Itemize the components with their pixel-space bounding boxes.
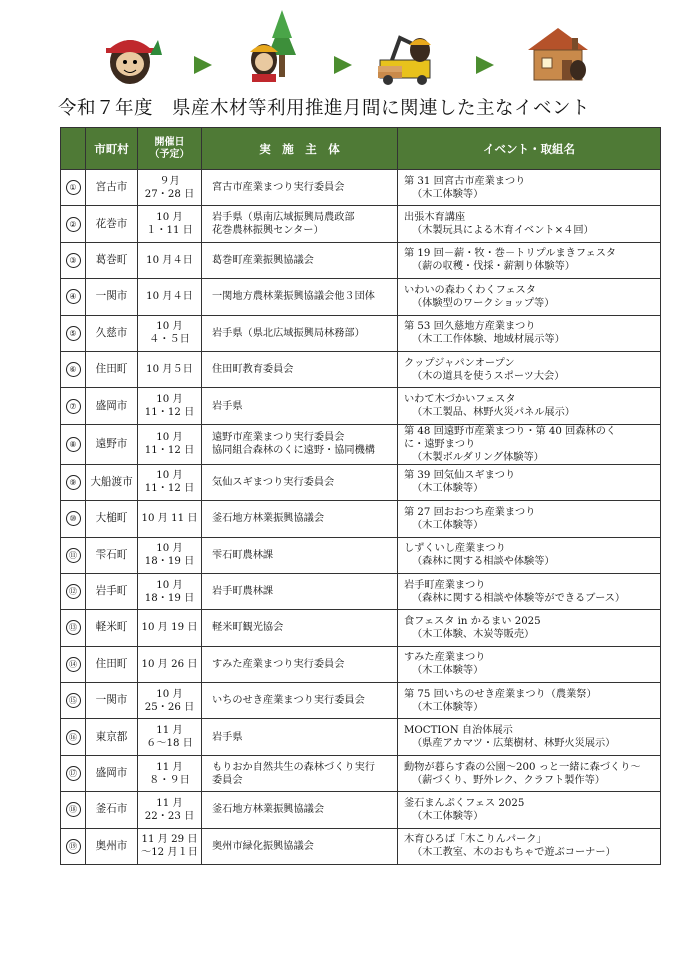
table-row — [61, 170, 661, 206]
event-name: しずくいし産業まつり — [404, 543, 506, 555]
date-line1: 10 月 — [156, 688, 183, 700]
row-number: ⑥ — [66, 362, 81, 377]
header-municipality: 市町村 — [86, 128, 138, 170]
date-cell — [138, 351, 202, 387]
date-line1: 10 月 11 日 — [141, 513, 198, 525]
municipality-cell: 東京都 — [86, 719, 138, 755]
event-detail: （木製玩具による木育イベント×４回） — [412, 225, 594, 237]
table-row — [61, 279, 661, 315]
table-row — [61, 755, 661, 791]
date-line2: １・11 日 — [146, 225, 193, 237]
date-cell — [138, 610, 202, 646]
date-cell — [138, 792, 202, 828]
event-cell — [398, 351, 661, 387]
row-number-cell — [61, 170, 86, 206]
organizer-cell — [202, 388, 398, 424]
organizer-cell — [202, 828, 398, 864]
event-name: すみた産業まつり — [404, 652, 486, 664]
organizer-line1: いちのせき産業まつり実行委員会 — [212, 695, 365, 707]
row-number: ⑭ — [66, 657, 81, 672]
mascot-icon — [106, 40, 162, 84]
events-table — [60, 127, 661, 865]
event-name: 第 53 回久慈地方産業まつり — [404, 321, 536, 333]
organizer-cell — [202, 719, 398, 755]
row-number-cell — [61, 242, 86, 278]
event-detail: （木工体験等） — [412, 665, 484, 677]
row-number-cell — [61, 683, 86, 719]
event-detail: （木工体験等） — [412, 188, 484, 200]
row-number: ⑫ — [66, 584, 81, 599]
table-row — [61, 573, 661, 609]
event-detail: （木工製品、林野火災パネル展示） — [412, 407, 575, 419]
event-cell — [398, 537, 661, 573]
event-name: 動物が暮らす森の公園～200 っと一緒に森づくり～ — [404, 761, 641, 773]
date-line2: 11・12 日 — [144, 407, 195, 419]
table-row — [61, 424, 661, 464]
row-number: ④ — [66, 289, 81, 304]
event-detail: （森林に関する相談や体験等ができるブース） — [412, 592, 626, 604]
municipality-cell: 葛巻町 — [86, 242, 138, 278]
municipality-cell: 遠野市 — [86, 424, 138, 464]
table-body — [61, 170, 661, 865]
event-name: クップジャパンオープン — [404, 357, 515, 369]
date-line1: 11 月 — [156, 725, 183, 737]
date-cell — [138, 206, 202, 242]
date-cell — [138, 279, 202, 315]
organizer-line1: 岩手県（県南広域振興局農政部 — [212, 212, 355, 224]
event-cell — [398, 279, 661, 315]
organizer-line1: 一関地方農林業振興協議会他３団体 — [212, 291, 375, 303]
date-line1: 10 月 26 日 — [141, 658, 198, 670]
organizer-line1: もりおか自然共生の森林づくり実行 — [212, 761, 375, 773]
row-number-cell — [61, 828, 86, 864]
municipality-cell: 宮古市 — [86, 170, 138, 206]
event-name: 木育ひろば「木こりんパーク」 — [404, 834, 547, 846]
date-line1: 10 月 — [156, 579, 183, 591]
event-detail: （薪の収穫・伐採・薪割り体験等） — [412, 261, 575, 273]
event-name: 第 75 回いちのせき産業まつり（農業祭） — [404, 688, 597, 700]
table-row — [61, 388, 661, 424]
organizer-line1: 岩手県 — [212, 731, 243, 743]
organizer-line1: 軽米町観光協会 — [212, 622, 284, 634]
organizer-cell — [202, 464, 398, 500]
event-detail: （森林に関する相談や体験等） — [412, 556, 555, 568]
event-name: MOCTION 自治体展示 — [404, 725, 513, 737]
event-cell — [398, 646, 661, 682]
organizer-cell — [202, 315, 398, 351]
header-organizer: 実 施 主 体 — [202, 128, 398, 170]
row-number-cell — [61, 719, 86, 755]
date-cell — [138, 464, 202, 500]
event-detail: （木工教室、木のおもちゃで遊ぶコーナー） — [412, 847, 616, 859]
date-line1: 11 月 — [156, 761, 183, 773]
event-cell — [398, 719, 661, 755]
row-number: ⑲ — [66, 839, 81, 854]
organizer-line1: 釜石地方林業振興協議会 — [212, 804, 325, 816]
event-detail: （木工体験等） — [412, 810, 484, 822]
event-name: 第 48 回遠野市産業まつり・第 40 回森林のく — [404, 425, 617, 437]
header-number — [61, 128, 86, 170]
event-detail: （木の道具を使うスポーツ大会） — [412, 370, 565, 382]
date-cell — [138, 315, 202, 351]
date-line1: 10 月 — [156, 470, 183, 482]
row-number-cell — [61, 646, 86, 682]
event-name: いわて木づかいフェスタ — [404, 394, 516, 406]
row-number: ⑱ — [66, 802, 81, 817]
organizer-line1: 奥州市緑化振興協議会 — [212, 840, 314, 852]
event-cell — [398, 501, 661, 537]
organizer-cell — [202, 242, 398, 278]
row-number: ② — [66, 217, 81, 232]
organizer-cell — [202, 683, 398, 719]
municipality-cell: 一関市 — [86, 279, 138, 315]
municipality-cell: 奥州市 — [86, 828, 138, 864]
page-title: 令和７年度 県産木材等利用推進月間に関連した主なイベント — [58, 98, 591, 119]
organizer-cell — [202, 279, 398, 315]
date-line1: 11 月 — [156, 797, 183, 809]
row-number-cell — [61, 755, 86, 791]
event-cell — [398, 206, 661, 242]
organizer-cell — [202, 351, 398, 387]
row-number: ① — [66, 180, 81, 195]
municipality-cell: 軽米町 — [86, 610, 138, 646]
table-row — [61, 828, 661, 864]
row-number: ⑬ — [66, 620, 81, 635]
row-number-cell — [61, 501, 86, 537]
event-cell — [398, 828, 661, 864]
event-name: 食フェスタ in かるまい 2025 — [404, 615, 541, 627]
row-number-cell — [61, 610, 86, 646]
row-number: ⑪ — [66, 548, 81, 563]
organizer-cell — [202, 424, 398, 464]
organizer-line2: 協同組合森林のくに遠野・協同機構 — [212, 445, 375, 457]
row-number-cell — [61, 279, 86, 315]
organizer-cell — [202, 573, 398, 609]
row-number-cell — [61, 464, 86, 500]
table-row — [61, 206, 661, 242]
organizer-cell — [202, 206, 398, 242]
organizer-line1: 宮古市産業まつり実行委員会 — [212, 182, 345, 194]
date-cell — [138, 719, 202, 755]
event-cell — [398, 683, 661, 719]
date-line1: 10 月４日 — [146, 254, 193, 266]
date-line1: 10 月 — [156, 394, 183, 406]
date-cell — [138, 537, 202, 573]
organizer-cell — [202, 610, 398, 646]
organizer-line1: 岩手町農林課 — [212, 586, 274, 598]
date-line2: ～12 月１日 — [141, 847, 198, 859]
header-event: イベント・取組名 — [398, 128, 661, 170]
row-number: ⑰ — [66, 766, 81, 781]
arrow-right-icon — [194, 56, 212, 74]
date-cell — [138, 828, 202, 864]
table-header-row — [61, 128, 661, 170]
date-line1: 10 月 — [156, 321, 183, 333]
table-row — [61, 792, 661, 828]
event-name: 第 19 回－薪・牧・巻－トリプルまきフェスタ — [404, 248, 617, 260]
event-name: 第 31 回宮古市産業まつり — [404, 175, 526, 187]
date-line2: 27・28 日 — [144, 188, 195, 200]
date-line2: 11・12 日 — [144, 483, 195, 495]
date-cell — [138, 388, 202, 424]
row-number: ⑤ — [66, 326, 81, 341]
row-number-cell — [61, 424, 86, 464]
organizer-line1: 気仙スギまつり実行委員会 — [212, 476, 335, 488]
table-row — [61, 464, 661, 500]
event-cell — [398, 792, 661, 828]
municipality-cell: 岩手町 — [86, 573, 138, 609]
event-detail: （木工体験等） — [412, 483, 484, 495]
municipality-cell: 一関市 — [86, 683, 138, 719]
date-line2: ４・５日 — [149, 334, 190, 346]
organizer-line1: 雫石町農林課 — [212, 549, 274, 561]
organizer-line1: すみた産業まつり実行委員会 — [212, 658, 345, 670]
header-date-line2: （予定） — [149, 148, 190, 160]
organizer-line1: 葛巻町産業振興協議会 — [212, 254, 314, 266]
row-number: ⑩ — [66, 511, 81, 526]
organizer-cell — [202, 170, 398, 206]
date-line2: 18・19 日 — [144, 556, 195, 568]
event-detail: （木工体験等） — [412, 701, 484, 713]
organizer-cell — [202, 646, 398, 682]
row-number-cell — [61, 388, 86, 424]
table-row — [61, 646, 661, 682]
municipality-cell: 大槌町 — [86, 501, 138, 537]
date-line1: 10 月５日 — [146, 364, 193, 376]
date-line2: ６～18 日 — [146, 738, 193, 750]
event-name: 第 27 回おおつち産業まつり — [404, 506, 536, 518]
event-detail: （木工体験、木炭等販売） — [412, 628, 535, 640]
event-name: 出張木育講座 — [404, 212, 466, 224]
date-line2: 22・23 日 — [144, 810, 195, 822]
date-cell — [138, 573, 202, 609]
date-line2: ８・９日 — [149, 774, 190, 786]
table-row — [61, 315, 661, 351]
organizer-cell — [202, 755, 398, 791]
municipality-cell: 雫石町 — [86, 537, 138, 573]
row-number: ⑦ — [66, 399, 81, 414]
event-detail: （薪づくり、野外レク、クラフト製作等） — [412, 774, 605, 786]
event-cell — [398, 242, 661, 278]
arrow-right-icon — [476, 56, 494, 74]
event-name-cont: に・遠野まつり — [404, 438, 476, 450]
organizer-line1: 岩手県（県北広域振興局林務部） — [212, 327, 365, 339]
organizer-line1: 遠野市産業まつり実行委員会 — [212, 432, 345, 444]
event-cell — [398, 573, 661, 609]
table-row — [61, 610, 661, 646]
event-cell — [398, 755, 661, 791]
date-line2: 25・26 日 — [144, 701, 195, 713]
municipality-cell: 住田町 — [86, 646, 138, 682]
organizer-cell — [202, 792, 398, 828]
event-cell — [398, 610, 661, 646]
row-number-cell — [61, 315, 86, 351]
date-cell — [138, 170, 202, 206]
date-line1: 10 月 — [156, 432, 183, 444]
date-cell — [138, 683, 202, 719]
organizer-line1: 岩手県 — [212, 400, 243, 412]
event-detail: （木製ボルダリング体験等） — [412, 451, 544, 463]
header-date — [138, 128, 202, 170]
organizer-cell — [202, 501, 398, 537]
row-number-cell — [61, 537, 86, 573]
header-illustration — [0, 0, 690, 92]
date-line1: 10 月 19 日 — [141, 622, 198, 634]
organizer-line1: 住田町教育委員会 — [212, 364, 294, 376]
row-number: ⑮ — [66, 693, 81, 708]
event-name: 岩手町産業まつり — [404, 579, 486, 591]
row-number: ⑨ — [66, 475, 81, 490]
municipality-cell: 大船渡市 — [86, 464, 138, 500]
table-row — [61, 351, 661, 387]
date-cell — [138, 242, 202, 278]
organizer-cell — [202, 537, 398, 573]
event-cell — [398, 388, 661, 424]
event-name: 釜石まんぷくフェス 2025 — [404, 797, 525, 809]
tree-planting-icon — [250, 10, 296, 82]
event-cell — [398, 170, 661, 206]
row-number-cell — [61, 351, 86, 387]
table-row — [61, 242, 661, 278]
date-cell — [138, 501, 202, 537]
table-row — [61, 501, 661, 537]
date-line1: 10 月４日 — [146, 291, 193, 303]
date-cell — [138, 755, 202, 791]
header-date-line1: 開催日 — [154, 136, 185, 148]
organizer-line2: 委員会 — [212, 774, 243, 786]
event-cell — [398, 315, 661, 351]
municipality-cell: 盛岡市 — [86, 755, 138, 791]
row-number-cell — [61, 206, 86, 242]
table-row — [61, 719, 661, 755]
forestry-machine-icon — [378, 38, 431, 85]
date-line1: 11 月 29 日 — [141, 834, 198, 846]
organizer-line1: 釜石地方林業振興協議会 — [212, 513, 325, 525]
date-line1: ９月 — [159, 175, 180, 187]
row-number: ⑧ — [66, 437, 81, 452]
event-cell — [398, 424, 661, 464]
event-detail: （木工工作体験、地域材展示等） — [412, 334, 565, 346]
row-number-cell — [61, 573, 86, 609]
municipality-cell: 釜石市 — [86, 792, 138, 828]
event-name: いわいの森わくわくフェスタ — [404, 284, 536, 296]
municipality-cell: 花巻市 — [86, 206, 138, 242]
date-line1: 10 月 — [156, 543, 183, 555]
event-name: 第 39 回気仙スギまつり — [404, 470, 516, 482]
event-cell — [398, 464, 661, 500]
municipality-cell: 久慈市 — [86, 315, 138, 351]
table-row — [61, 683, 661, 719]
table-row — [61, 537, 661, 573]
row-number: ③ — [66, 253, 81, 268]
date-cell — [138, 424, 202, 464]
date-line2: 11・12 日 — [144, 445, 195, 457]
event-detail: （木工体験等） — [412, 519, 484, 531]
row-number-cell — [61, 792, 86, 828]
row-number: ⑯ — [66, 730, 81, 745]
municipality-cell: 住田町 — [86, 351, 138, 387]
date-line2: 18・19 日 — [144, 592, 195, 604]
event-detail: （県産アカマツ・広葉樹材、林野火災展示） — [412, 738, 616, 750]
date-cell — [138, 646, 202, 682]
organizer-line2: 花巻農林振興センター） — [212, 225, 324, 237]
event-detail: （体験型のワークショップ等） — [412, 297, 555, 309]
arrow-right-icon — [334, 56, 352, 74]
wooden-house-icon — [528, 28, 588, 80]
date-line1: 10 月 — [156, 212, 183, 224]
municipality-cell: 盛岡市 — [86, 388, 138, 424]
